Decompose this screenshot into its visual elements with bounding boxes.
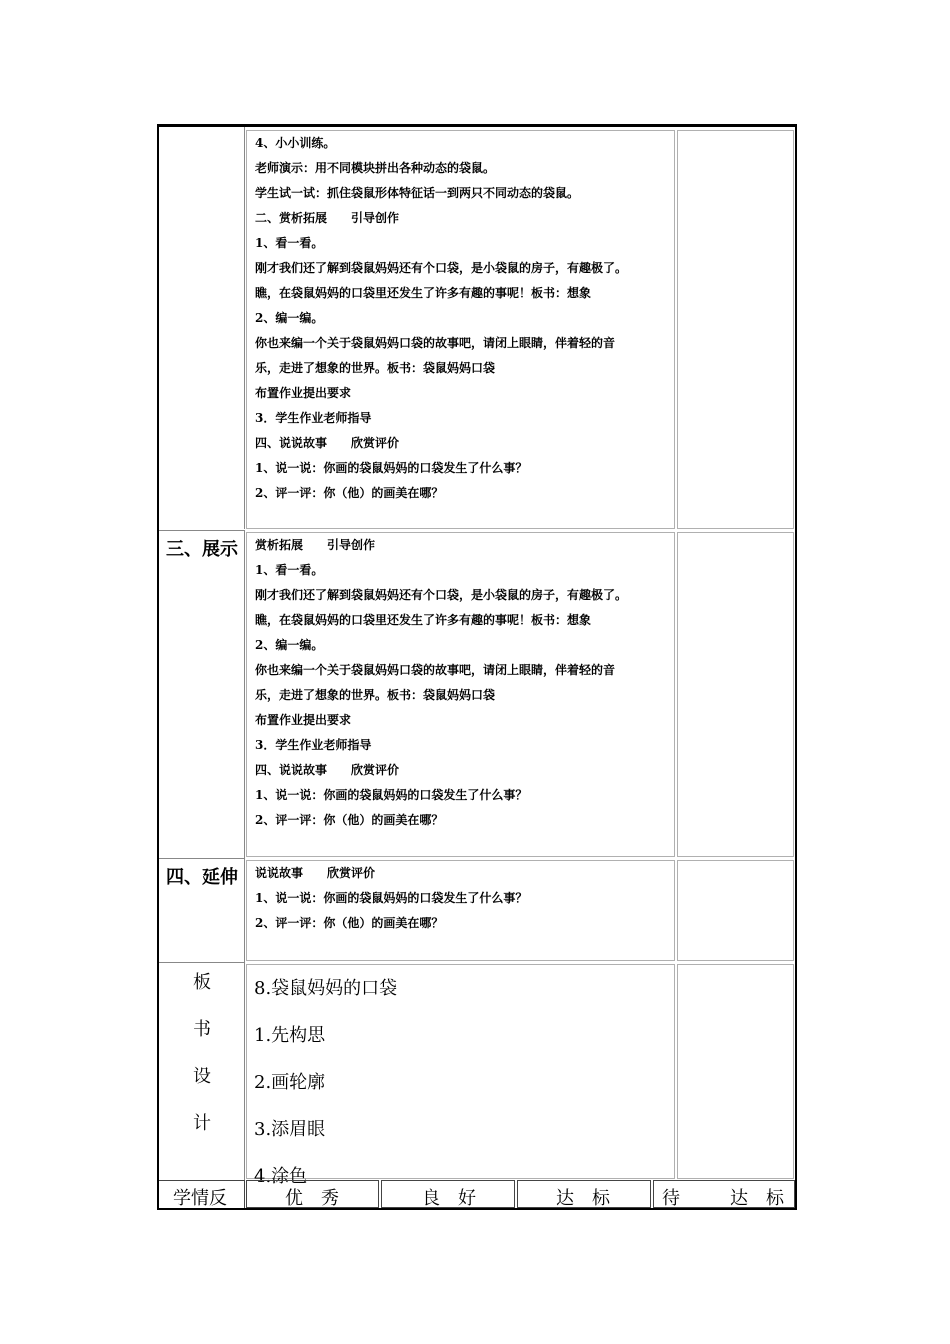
- row1-line: 刚才我们还了解到袋鼠妈妈还有个口袋，是小袋鼠的房子，有趣极了。: [255, 261, 628, 275]
- feedback-pending-b: 达 标: [730, 1188, 784, 1209]
- row1-notes-cell: [677, 130, 794, 529]
- board-line: 4.涂色: [254, 1166, 308, 1187]
- row1-line: 四、说说故事 欣赏评价: [255, 436, 400, 450]
- row1-line: 学生试一试：抓住袋鼠形体特征话一到两只不同动态的袋鼠。: [255, 186, 580, 200]
- feedback-good-cell: [381, 1180, 515, 1208]
- row3-notes-cell: [677, 860, 794, 961]
- row3-line: 2、评一评：你（他）的画美在哪？: [255, 916, 444, 930]
- row1-line: 布置作业提出要求: [255, 386, 352, 400]
- row2-line: 你也来编一个关于袋鼠妈妈口袋的故事吧，请闭上眼睛，伴着轻的音: [255, 663, 616, 677]
- row2-line: 布置作业提出要求: [255, 713, 352, 727]
- board-label-cell: [159, 962, 245, 1180]
- row3-line: 说说故事 欣赏评价: [255, 866, 376, 880]
- row1-line: 你也来编一个关于袋鼠妈妈口袋的故事吧，请闭上眼睛，伴着轻的音: [255, 336, 616, 350]
- row3-content-cell: [246, 860, 675, 961]
- row1-label-cell: [159, 127, 245, 529]
- row1-line: 瞧，在袋鼠妈妈的口袋里还发生了许多有趣的事呢！板书：想象: [255, 286, 592, 300]
- board-line: 1.先构思: [254, 1025, 326, 1046]
- row1-line: 二、赏析拓展 引导创作: [255, 211, 400, 225]
- row1-line: 3．学生作业老师指导: [255, 411, 372, 425]
- feedback-excellent-cell: [246, 1180, 379, 1208]
- row1-line: 老师演示：用不同模块拼出各种动态的袋鼠。: [255, 161, 496, 175]
- row1-line: 2、评一评：你（他）的画美在哪？: [255, 486, 444, 500]
- board-label-char: 板: [193, 972, 211, 993]
- row1-line: 乐，走进了想象的世界。板书：袋鼠妈妈口袋: [255, 361, 496, 375]
- row2-line: 2、编一编。: [255, 638, 324, 652]
- feedback-good: 良 好: [422, 1188, 476, 1209]
- feedback-pending-a: 待: [662, 1188, 680, 1209]
- row1-content-cell: [246, 130, 675, 529]
- board-line: 3.添眉眼: [254, 1119, 326, 1140]
- feedback-excellent: 优 秀: [285, 1188, 339, 1209]
- feedback-label-cell: [159, 1180, 245, 1208]
- row2-label-cell: [159, 530, 245, 858]
- row2-line: 3．学生作业老师指导: [255, 738, 372, 752]
- row1-line: 1、看一看。: [255, 236, 324, 250]
- row2-line: 乐，走进了想象的世界。板书：袋鼠妈妈口袋: [255, 688, 496, 702]
- board-label-char: 计: [193, 1113, 211, 1134]
- row2-line: 刚才我们还了解到袋鼠妈妈还有个口袋，是小袋鼠的房子，有趣极了。: [255, 588, 628, 602]
- board-line: 2.画轮廓: [254, 1072, 326, 1093]
- row3-label-cell: [159, 858, 245, 962]
- row3-label: 四、延伸: [166, 867, 238, 888]
- board-line: 8.袋鼠妈妈的口袋: [254, 978, 398, 999]
- row2-notes-cell: [677, 532, 794, 857]
- board-label-char: 设: [193, 1066, 211, 1087]
- row2-line: 赏析拓展 引导创作: [255, 538, 376, 552]
- board-notes-cell: [677, 964, 794, 1179]
- row1-line: 4、小小训练。: [255, 136, 336, 150]
- row2-line: 2、评一评：你（他）的画美在哪？: [255, 813, 444, 827]
- row2-content-cell: [246, 532, 675, 857]
- row2-label: 三、展示: [166, 539, 238, 560]
- row2-line: 1、看一看。: [255, 563, 324, 577]
- row2-line: 瞧，在袋鼠妈妈的口袋里还发生了许多有趣的事呢！板书：想象: [255, 613, 592, 627]
- row2-line: 四、说说故事 欣赏评价: [255, 763, 400, 777]
- feedback-pass: 达 标: [556, 1188, 610, 1209]
- feedback-pending-cell: [653, 1180, 795, 1208]
- board-label-char: 书: [193, 1019, 211, 1040]
- row2-line: 1、说一说：你画的袋鼠妈妈的口袋发生了什么事？: [255, 788, 528, 802]
- feedback-label: 学情反: [173, 1188, 227, 1209]
- row3-line: 1、说一说：你画的袋鼠妈妈的口袋发生了什么事？: [255, 891, 528, 905]
- row1-line: 2、编一编。: [255, 311, 324, 325]
- row1-line: 1、说一说：你画的袋鼠妈妈的口袋发生了什么事？: [255, 461, 528, 475]
- board-content-cell: [246, 964, 675, 1187]
- feedback-pass-cell: [517, 1180, 651, 1208]
